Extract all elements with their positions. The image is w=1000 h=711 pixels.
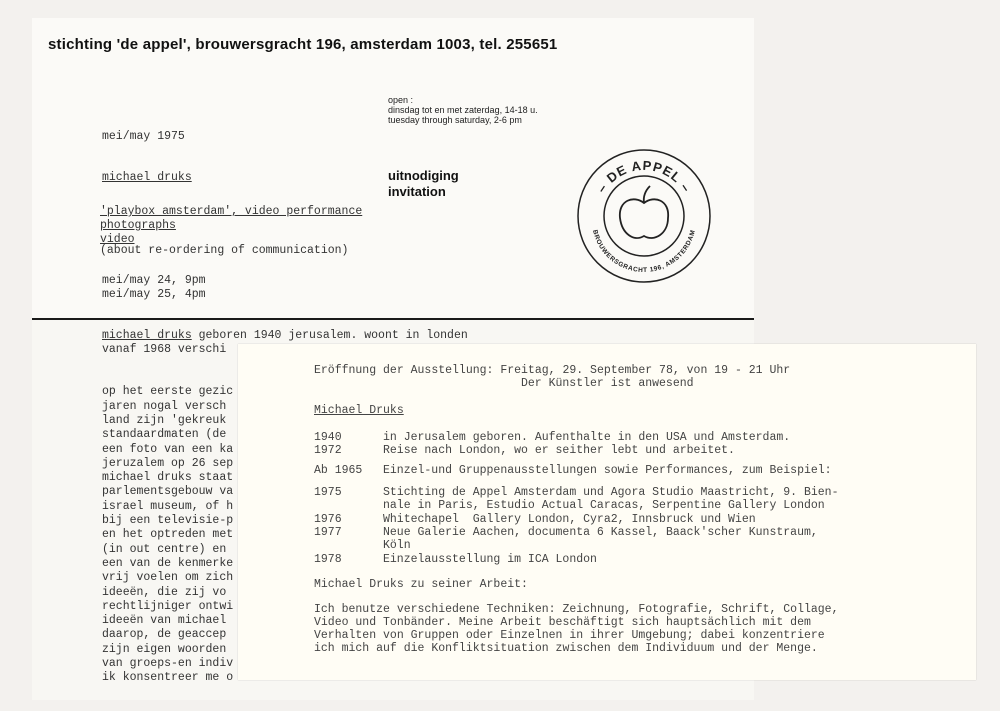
dutch-line: bij een televisie-p: [102, 514, 234, 527]
dutch-line: land zijn 'gekreuk: [102, 413, 227, 427]
dutch-line: vanaf 1968 verschi: [102, 343, 227, 356]
dutch-line: jaren nogal versch: [102, 399, 227, 413]
dutch-line: parlementsgebouw va: [102, 485, 234, 499]
dutch-line: op het eerste gezic: [102, 385, 234, 399]
dutch-line: zijn eigen woorden: [102, 642, 227, 656]
uitnodiging-label: uitnodiging: [388, 168, 459, 183]
letterhead: stichting 'de appel', brouwersgracht 196, amsterdam 1003, tel. 255651: [48, 36, 558, 53]
biography-year: Ab 1965: [314, 464, 363, 477]
work-photographs: photographs: [100, 219, 176, 232]
invitation-label: invitation: [388, 184, 446, 199]
invitation-date: mei/may 1975: [102, 130, 185, 143]
dutch-line: een van de kenmerke: [102, 556, 234, 570]
opening-hours-english: tuesday through saturday, 2-6 pm: [388, 115, 522, 125]
date-2: mei/may 25, 4pm: [102, 288, 206, 301]
dutch-line: israel museum, of h: [102, 499, 234, 513]
dutch-line: een foto van een ka: [102, 442, 234, 456]
artist-name: michael druks: [102, 171, 192, 184]
opening-announcement: Eröffnung der Ausstellung: Freitag, 29. September 78, von 19 - 21 Uhr: [314, 364, 791, 377]
opening-hours-dutch: dinsdag tot en met zaterdag, 14-18 u.: [388, 105, 538, 115]
artist-present: Der Künstler ist anwesend: [521, 377, 694, 390]
biography-text: Einzelausstellung im ICA London: [383, 553, 597, 566]
dutch-line-1: michael druks geboren 1940 jerusalem. woont in londen: [102, 329, 468, 342]
statement-line-1: Ich benutze verschiedene Techniken: Zeichnung, Fotografie, Schrift, Collage,: [314, 603, 839, 616]
statement-line-2: Video und Tonbänder. Meine Arbeit beschäftigt sich hauptsächlich mit dem: [314, 616, 811, 629]
biography-text: in Jerusalem geboren. Aufenthalte in den USA und Amsterdam.: [383, 431, 791, 444]
dutch-line: rechtlijniger ontwi: [102, 599, 234, 613]
opening-hours-label: open :: [388, 95, 414, 105]
biography-text: Einzel-und Gruppenausstellungen sowie Performances, zum Beispiel:: [383, 464, 832, 477]
de-appel-stamp: [576, 148, 712, 284]
biography-year: 1940: [314, 431, 342, 444]
stamp-address-text: BROUWERSGRACHT 196, AMSTERDAM: [591, 229, 697, 275]
dutch-line: standaardmaten (de: [102, 428, 227, 442]
dutch-line: van groeps-en indiv: [102, 657, 234, 670]
dutch-line: michael druks staat: [102, 471, 234, 485]
dutch-line: ik konsentreer me o: [102, 671, 234, 685]
dutch-line: jeruzalem op 26 sep: [102, 456, 234, 470]
divider-rule: [32, 318, 754, 320]
work-heading: Michael Druks zu seiner Arbeit:: [314, 578, 528, 591]
dutch-line: (in out centre) en: [102, 542, 227, 556]
stamp-title-text: – DE APPEL –: [593, 157, 695, 196]
german-info-card: [238, 344, 976, 680]
biography-year: 1978: [314, 553, 342, 566]
work-subtitle: (about re-ordering of communication): [100, 244, 349, 257]
dutch-line: ideeën, die zij vo: [102, 585, 227, 599]
date-1: mei/may 24, 9pm: [102, 274, 206, 287]
apple-icon: [620, 186, 668, 238]
dutch-line: en het optreden met: [102, 528, 234, 542]
dutch-line: vrij voelen om zich: [102, 571, 234, 585]
work-title: 'playbox amsterdam', video performance: [100, 205, 363, 218]
biography-year: 1975: [314, 486, 342, 499]
biography-text: Reise nach London, wo er seither lebt und arbeitet.: [383, 444, 735, 457]
statement-line-4: ich mich auf die Konfliktsituation zwischen dem Individuum und der Menge.: [314, 642, 818, 655]
biography-year: 1972: [314, 444, 342, 457]
statement-line-3: Verhalten von Gruppen oder Einzelnen in ihrer Umgebung; dabei konzentriere: [314, 629, 825, 642]
biography-year: 1976: [314, 513, 342, 526]
dutch-line: daarop, de geaccep: [102, 628, 227, 642]
biography-year: 1977: [314, 526, 342, 539]
dutch-line: ideeën van michael: [102, 614, 227, 628]
german-artist-name: Michael Druks: [314, 404, 404, 417]
biography-text: Neue Galerie Aachen, documenta 6 Kassel, Baack'scher Kunstraum, Köln: [383, 526, 818, 552]
biography-text: Whitechapel Gallery London, Cyra2, Innsbruck und Wien: [383, 513, 756, 526]
work-video: video: [100, 233, 135, 246]
stamp-inner-ring: [604, 176, 684, 256]
biography-text: Stichting de Appel Amsterdam und Agora Studio Maastricht, 9. Bien- nale in Paris, Estudio Actual Caracas, Serpentine Gallery London: [383, 486, 839, 512]
